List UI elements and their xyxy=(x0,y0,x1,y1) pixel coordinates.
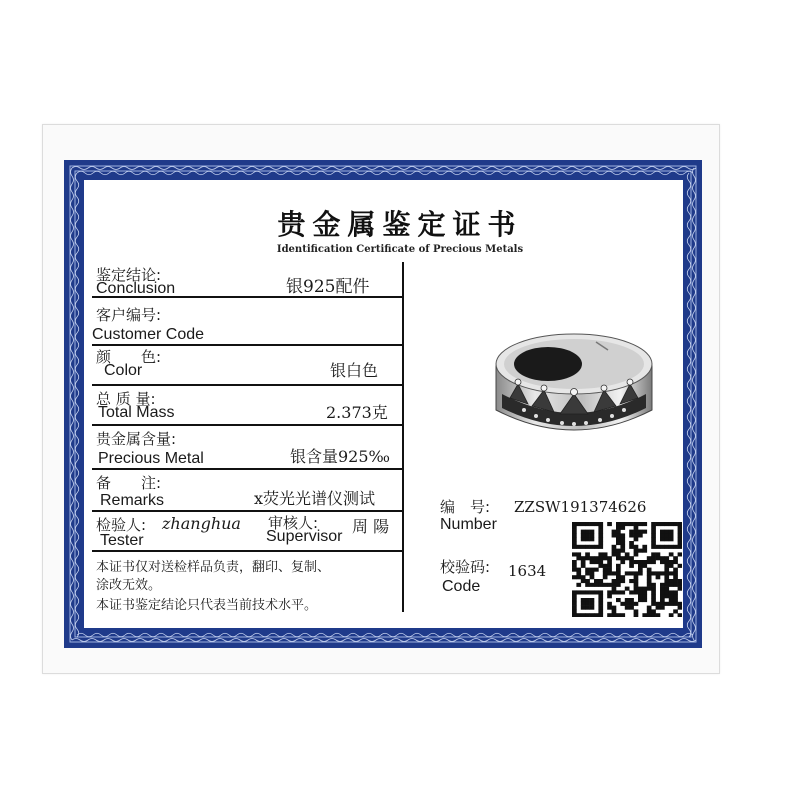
disclaimer-line-3: 本证书鉴定结论只代表当前技术水平。 xyxy=(96,598,318,613)
check-code-label-cn: 校验码: xyxy=(440,558,491,576)
customer-code-label-cn: 客户编号: xyxy=(96,306,162,324)
remarks-value: x荧光光谱仪测试 xyxy=(254,489,376,508)
number-label-cn: 编 号: xyxy=(440,498,491,516)
tester-label-cn: 检验人: xyxy=(96,516,147,534)
supervisor-label-en: Supervisor xyxy=(266,528,343,545)
color-value: 银白色 xyxy=(330,361,379,380)
row-line xyxy=(92,550,404,552)
number-value: ZZSW191374626 xyxy=(514,498,647,516)
conclusion-label-en: Conclusion xyxy=(96,280,176,297)
precious-metal-value: 银含量925‰ xyxy=(290,447,391,466)
color-label-en: Color xyxy=(104,362,143,379)
number-label-en: Number xyxy=(440,516,497,533)
certificate-title: 贵金属鉴定证书 xyxy=(277,208,523,241)
precious-metal-label-en: Precious Metal xyxy=(98,450,204,467)
remarks-label-en: Remarks xyxy=(100,492,165,509)
qr-code-icon[interactable] xyxy=(572,522,682,617)
check-code-value: 1634 xyxy=(508,562,547,580)
disclaimer-line-2: 涂改无效。 xyxy=(96,578,162,593)
total-mass-label-cn: 总 质 量: xyxy=(96,390,156,408)
supervisor-label-cn: 审核人: xyxy=(268,514,319,532)
certificate-subtitle: Identification Certificate of Precious Metals xyxy=(276,244,524,255)
tester-signature: zhanghua xyxy=(162,514,241,533)
row-line xyxy=(92,384,404,386)
remarks-label-cn: 备 注: xyxy=(96,474,162,492)
table-divider xyxy=(402,262,404,612)
total-mass-value: 2.373克 xyxy=(326,403,388,422)
disclaimer-line-1: 本证书仅对送检样品负责，翻印、复制、 xyxy=(96,560,331,575)
customer-code-label-en: Customer Code xyxy=(92,326,205,343)
silver-clip-charm-image xyxy=(488,328,660,454)
row-line xyxy=(92,468,404,470)
total-mass-label-en: Total Mass xyxy=(98,404,175,421)
precious-metal-label-cn: 贵金属含量: xyxy=(96,430,177,448)
color-label-cn: 颜 色: xyxy=(96,348,162,366)
row-line xyxy=(92,510,404,512)
tester-label-en: Tester xyxy=(100,532,144,549)
conclusion-value: 银925配件 xyxy=(286,277,370,297)
row-line xyxy=(92,424,404,426)
supervisor-signature: 周 陽 xyxy=(352,517,390,536)
check-code-label-en: Code xyxy=(442,578,481,595)
conclusion-label-cn: 鉴定结论: xyxy=(96,266,162,284)
